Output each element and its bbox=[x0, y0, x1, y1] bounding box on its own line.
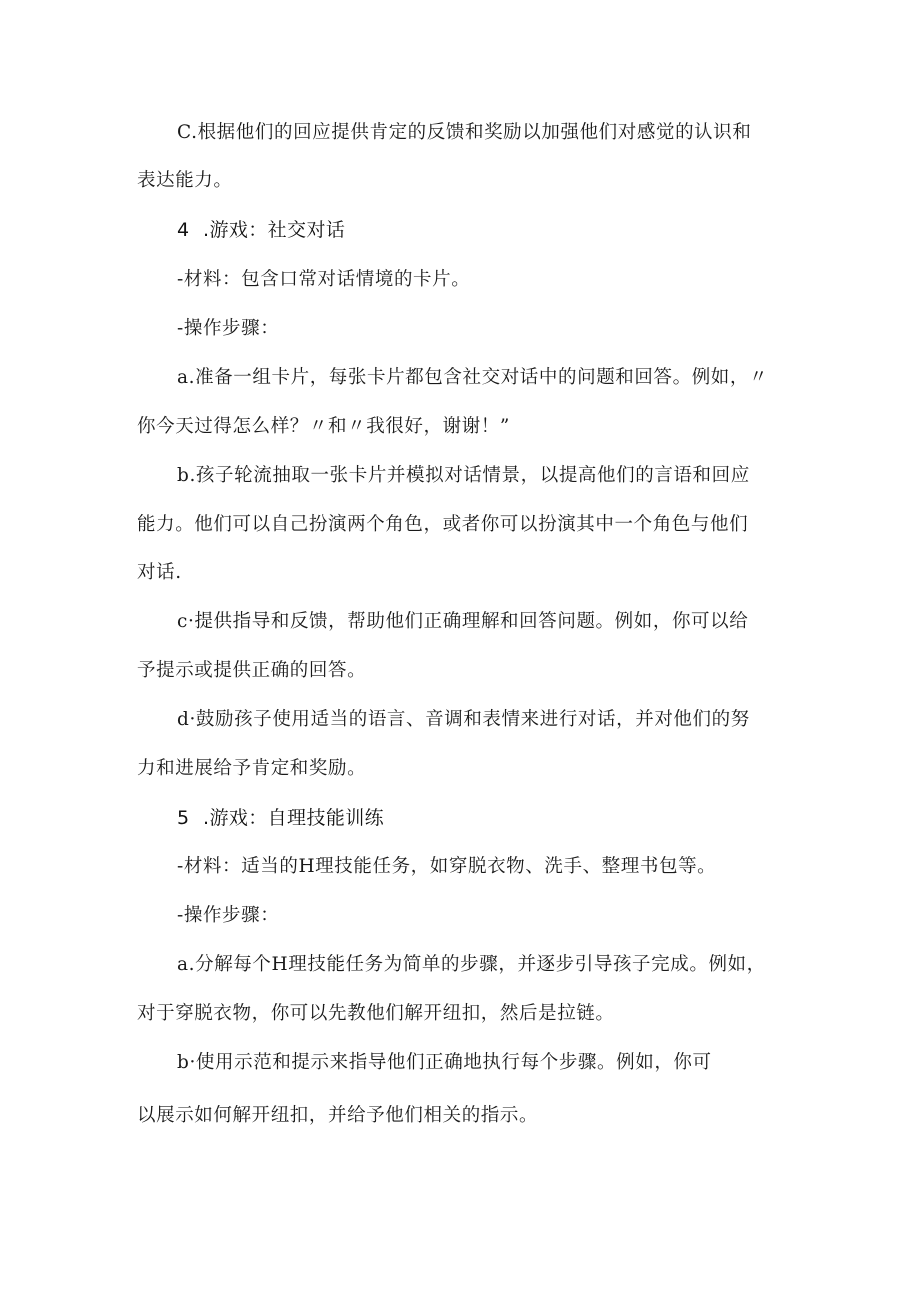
paragraph-line: c·提供指导和反馈，帮助他们正确理解和回答问题。例如，你可以给 bbox=[177, 611, 749, 632]
paragraph-line: 以展示如何解开纽扣，并给予他们相关的指示。 bbox=[137, 1105, 539, 1126]
section-heading-5 bbox=[177, 806, 384, 830]
paragraph-line: b.孩子轮流抽取一张卡片并模拟对话情景，以提高他们的言语和回应 bbox=[177, 465, 750, 486]
paragraph-line: -材料：适当的H理技能任务，如穿脱衣物、洗手、整理书包等。 bbox=[177, 856, 717, 877]
paragraph-line: 表达能力。 bbox=[137, 170, 233, 191]
section-title: .游戏：自理技能训练 bbox=[203, 807, 385, 829]
paragraph-line: a.分解每个H理技能任务为简单的步骤，并逐步引导孩子完成。例如， bbox=[177, 954, 766, 975]
paragraph-line: b·使用示范和提示来指导他们正确地执行每个步骤。例如，你可 bbox=[177, 1052, 712, 1073]
paragraph-line: 予提示或提供正确的回答。 bbox=[137, 660, 367, 681]
paragraph-line: 能力。他们可以自己扮演两个角色，或者你可以扮演其中一个角色与他们 bbox=[137, 514, 749, 535]
paragraph-line: C.根据他们的回应提供肯定的反馈和奖励以加强他们对感觉的认识和 bbox=[177, 122, 752, 143]
section-heading-4 bbox=[177, 218, 345, 242]
paragraph-line: a.准备一组卡片，每张卡片都包含社交对话中的问题和回答。例如，〃 bbox=[177, 367, 769, 388]
paragraph-line: 力和进展给予肯定和奖励。 bbox=[137, 758, 367, 779]
paragraph-line: 对于穿脱衣物，你可以先教他们解开纽扣，然后是拉链。 bbox=[137, 1003, 615, 1024]
section-number: 4 bbox=[177, 219, 190, 241]
paragraph-line: -操作步骤： bbox=[177, 905, 280, 926]
paragraph-line: d·鼓励孩子使用适当的语言、音调和表情来进行对话，并对他们的努 bbox=[177, 709, 750, 730]
paragraph-line: -操作步骤： bbox=[177, 318, 280, 339]
section-number: 5 bbox=[177, 807, 190, 829]
paragraph-line: 对话. bbox=[137, 562, 182, 583]
paragraph-line: 你今天过得怎么样？〃和〃我很好，谢谢！” bbox=[137, 416, 510, 437]
paragraph-line: -材料：包含口常对话情境的卡片。 bbox=[177, 269, 471, 290]
section-title: .游戏：社交对话 bbox=[203, 219, 346, 241]
